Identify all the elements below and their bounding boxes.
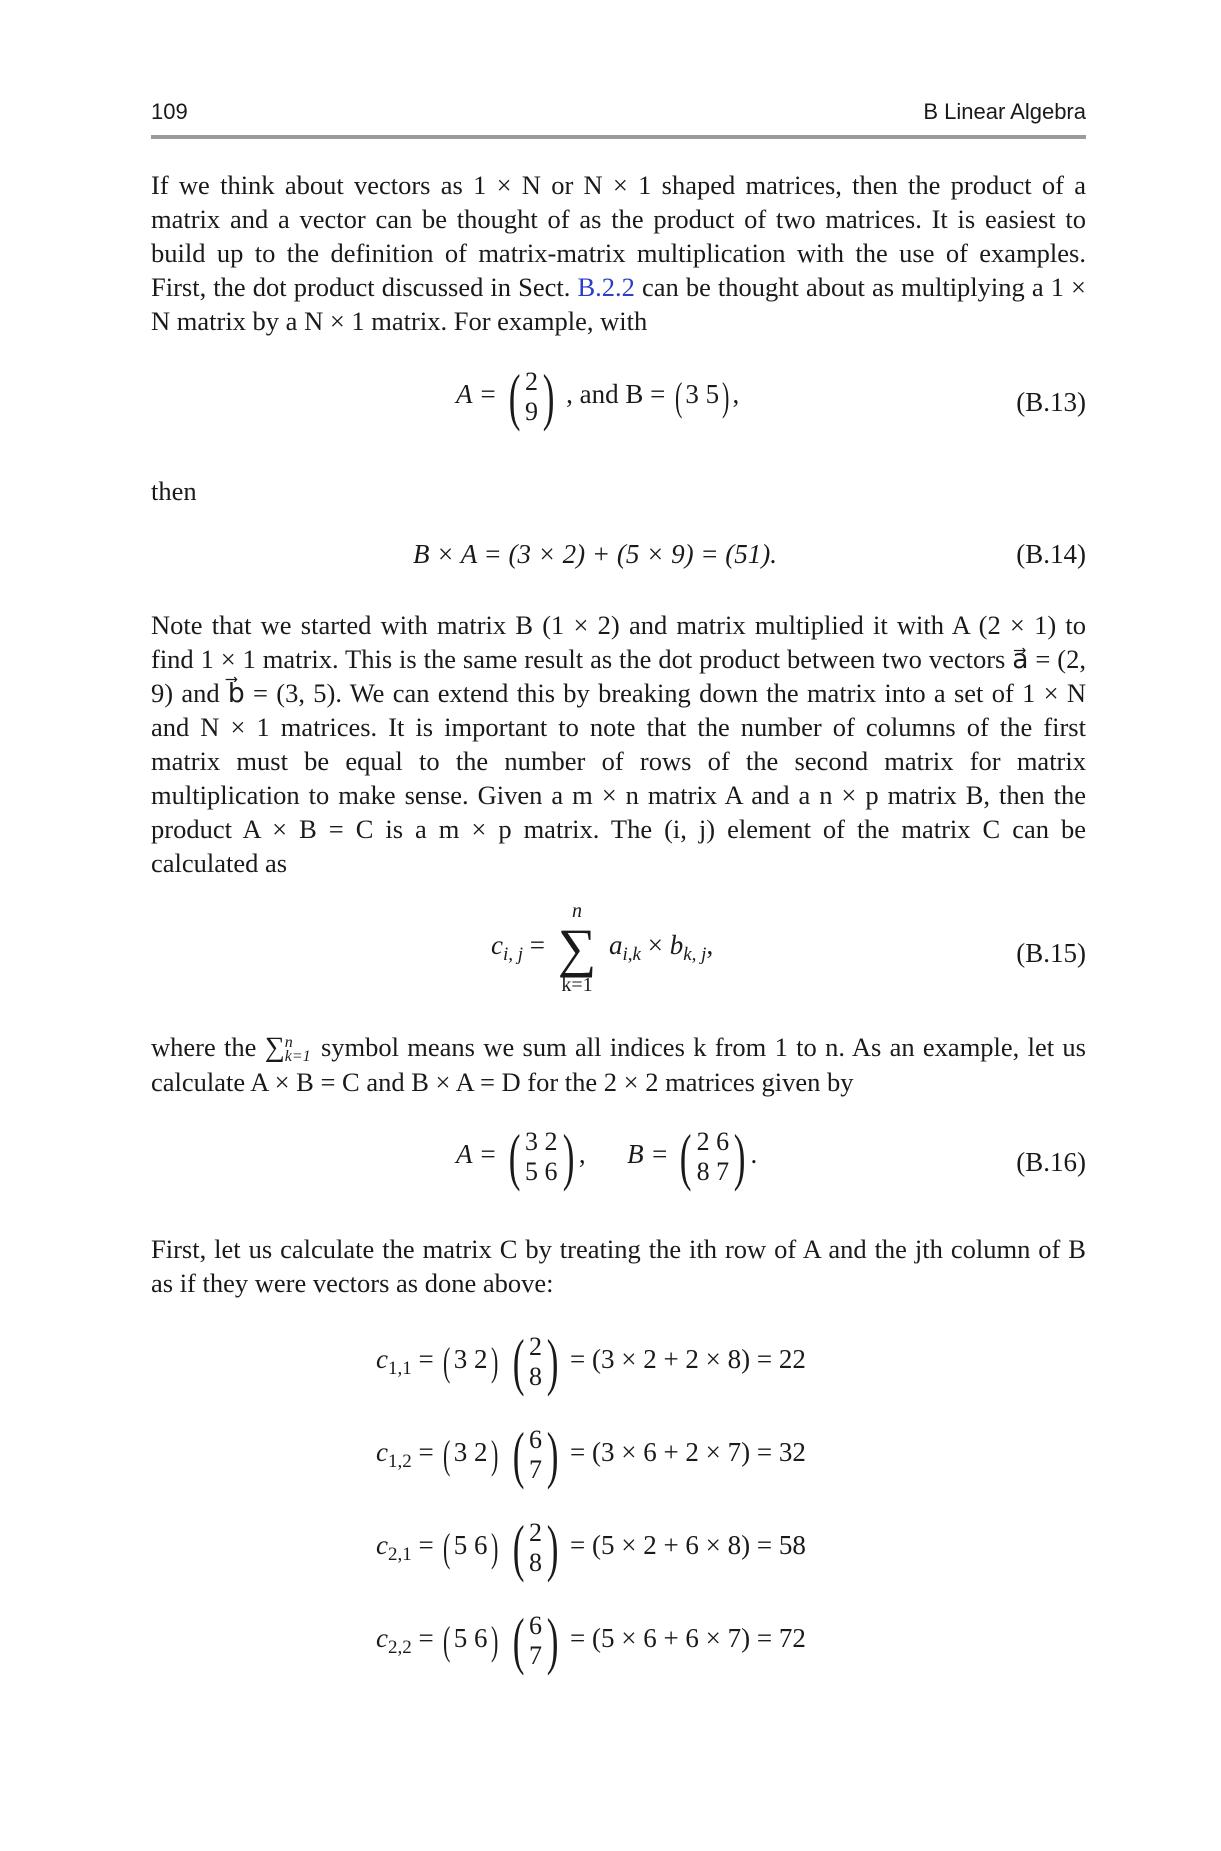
eq15-body: $c_{i, j}$ = n ∑ k=1 $a_{i,k} \times b_{k, j}$, (491, 900, 714, 996)
equation-b16 (151, 1121, 1086, 1205)
equation-b14 (151, 539, 1086, 579)
paragraph-sum-explanation: where the ∑ n k=1 symbol means we sum all indices k from 1 to n. As an example, let us calculate A × B = C and B × A = D for the 2 × 2 matrices given by (151, 1032, 1086, 1097)
eq13-column-vector: 2 9 (525, 367, 539, 426)
running-header (151, 99, 1086, 129)
page-number: 109 (151, 99, 188, 124)
paragraph-intro-text: If we think about vectors as 1 × N or N × 1 shaped matrices, then the product of a matrix and a vector can be thought of as the product of two matrices. It is easiest to build up to the definition of matrix-matrix multiplication with the use of examples. First, the dot product discussed in Sect. (151, 170, 1086, 302)
calc-c22: $c_{2,2}$ = ( 5 6) ( 6 7 ) = (5 × 6 + 6 × 7) = 72 (376, 1605, 806, 1676)
eq13-row-vector: 3 5 (685, 379, 720, 410)
eq16-body: A = ( 3 2 5 6 ) , B = ( 2 6 8 7 ) . (456, 1121, 758, 1192)
paragraph-calculate-c: First, let us calculate the matrix C by treating the ith row of A and the jth column of B as if they were vectors as done above: (151, 1234, 1086, 1298)
summation-symbol: n ∑ k=1 (557, 900, 597, 996)
equation-b15 (151, 900, 1086, 1010)
calc-c12: $c_{1,2}$ = ( 3 2) ( 6 7 ) = (3 × 6 + 2 × 7) = 32 (376, 1419, 806, 1490)
paragraph-matrix-multiplication: Note that we started with matrix B (1 × 2) and matrix multiplied it with A (2 × 1) to find 1 × 1 matrix. This is the same result as the dot product between two vectors a⃗ = (2, 9) and b⃗ = (3, 5). We can extend this by breaking down the matrix into a set of 1 × N and N × 1 matrices. It is important to note that the number of columns of the first matrix must be equal to the number of rows of the second matrix for matrix multiplication to make sense. Given a m × n matrix A and a n × p matrix B, then the product A × B = C is a m × p matrix. The (i, j) element of the matrix C can be calculated as (151, 610, 1086, 878)
eq13-number: (B.13) (1016, 387, 1086, 417)
paragraph-intro-text-end: can be thought about as multiplying a 1 × N matrix by a N × 1 matrix. For example, with (151, 272, 1086, 336)
calc-c11: $c_{1,1}$ = ( 3 2) ( 2 8 ) = (3 × 2 + 2 × 8) = 22 (376, 1326, 806, 1397)
chapter-title: B Linear Algebra (923, 99, 1086, 124)
section-link[interactable]: B.2.2 (577, 272, 635, 302)
then-text: then (151, 476, 197, 506)
matrix-b: 2 6 8 7 (696, 1127, 730, 1186)
header-rule (151, 135, 1086, 139)
calc-c21: $c_{2,1}$ = ( 5 6) ( 2 8 ) = (5 × 2 + 6 × 8) = 58 (376, 1512, 806, 1583)
eq16-number: (B.16) (1016, 1147, 1086, 1177)
paragraph-intro (151, 168, 1086, 338)
equation-b13 (151, 361, 1086, 445)
eq14-expression: B × A = (3 × 2) + (5 × 9) = (51). (413, 539, 778, 569)
matrix-a: 3 2 5 6 (525, 1127, 558, 1186)
eq13-body: A = ( 2 9 ) , and B = ( 3 5) , (456, 361, 740, 432)
eq13-lhs: A = (456, 379, 497, 410)
eq15-number: (B.15) (1016, 938, 1086, 968)
eq14-number: (B.14) (1016, 539, 1086, 569)
eq13-mid: , and B = (566, 379, 666, 410)
